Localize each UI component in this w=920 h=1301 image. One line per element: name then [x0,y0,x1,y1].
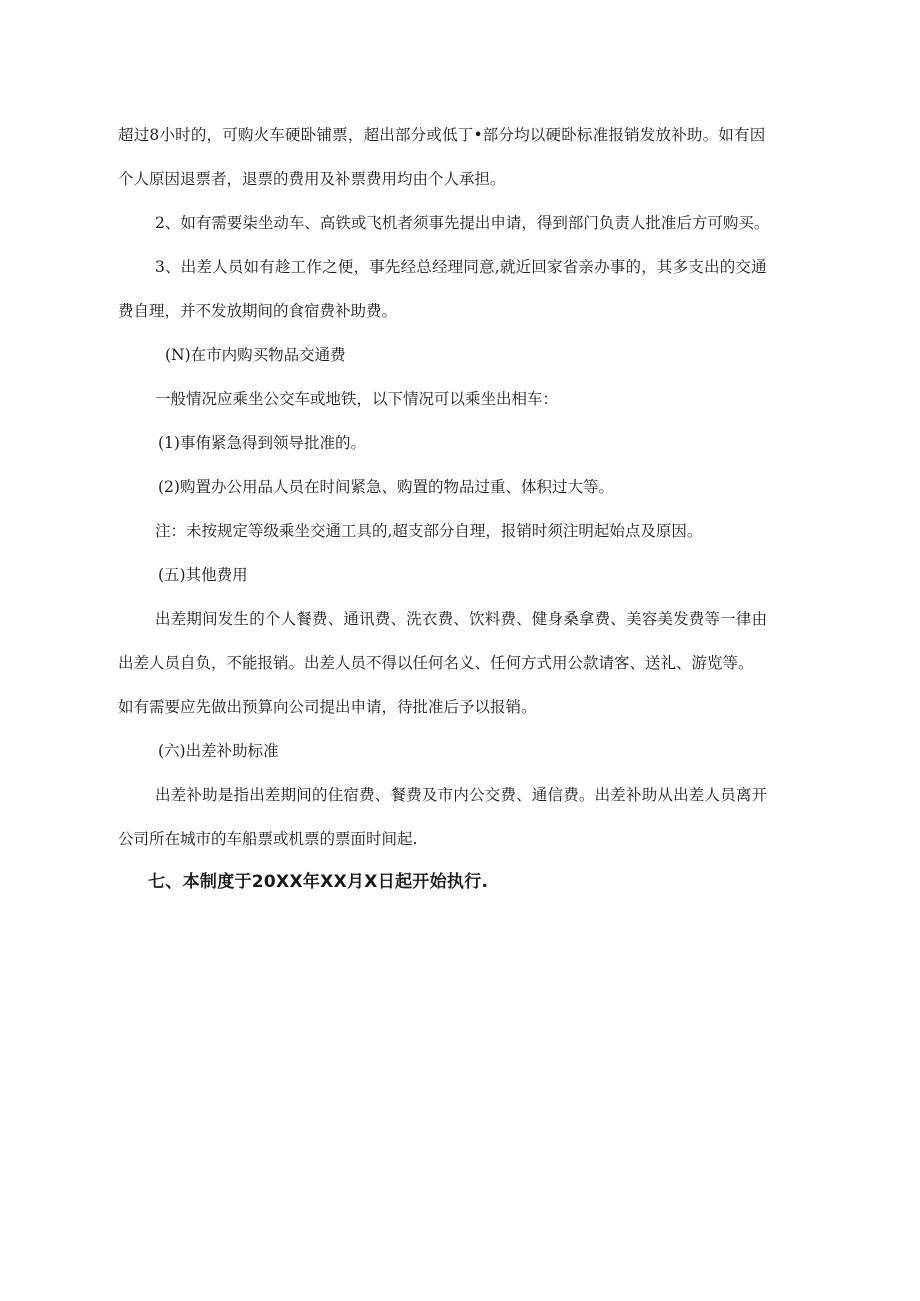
paragraph-line: 超过8小时的，可购火车硬卧铺票，超出部分或低丁•部分均以硬卧标准报销发放补助。如有因 [118,126,766,144]
paragraph-line: 如有需要应先做出预算向公司提出申请，待批准后予以报销。 [118,698,537,716]
paragraph-line: 费自理，并不发放期间的食宿费补助费。 [118,302,398,320]
paragraph-line: 2、如有需要柒坐动车、高铁或飞机者须事先提出申请，得到部门负责人批准后方可购买。 [155,214,770,232]
paragraph-line: 个人原因退票者，退票的费用及补票费用均由个人承担。 [118,170,506,188]
paragraph-line: 3、出差人员如有趁工作之便，事先经总经理同意,就近回家省亲办事的，其多支出的交通 [155,258,767,276]
section-heading: (N)在市内购买物品交通费 [165,346,346,364]
paragraph-line: 公司所在城市的车船票或机票的票面时间起. [118,830,418,848]
section-heading: (六)出差补助标准 [158,742,279,760]
paragraph-line: 出差人员自负，不能报销。出差人员不得以任何名义、任何方式用公款请客、送礼、游览等。 [118,654,754,672]
section-heading: (五)其他费用 [158,566,248,584]
paragraph-line: 出差期间发生的个人餐费、通讯费、洗衣费、饮料费、健身桑拿费、美容美发费等一律由 [155,610,768,628]
paragraph-line: 一般情况应乘坐公交车或地铁，以下情况可以乘坐出相车： [155,390,559,408]
list-item: (2)购置办公用品人员在时间紧急、购置的物品过重、体积过大等。 [158,478,614,496]
final-clause-heading: 七、本制度于20XX年XX月X日起开始执行. [148,872,489,892]
list-item: (1)事侑紧急得到领导批准的。 [158,434,366,452]
note-line: 注：未按规定等级乘坐交通工具的,超支部分自理，报销时须注明起始点及原因。 [155,522,703,540]
paragraph-line: 出差补助是指出差期间的住宿费、餐费及市内公交费、通信费。出差补助从出差人员离开 [155,786,768,804]
